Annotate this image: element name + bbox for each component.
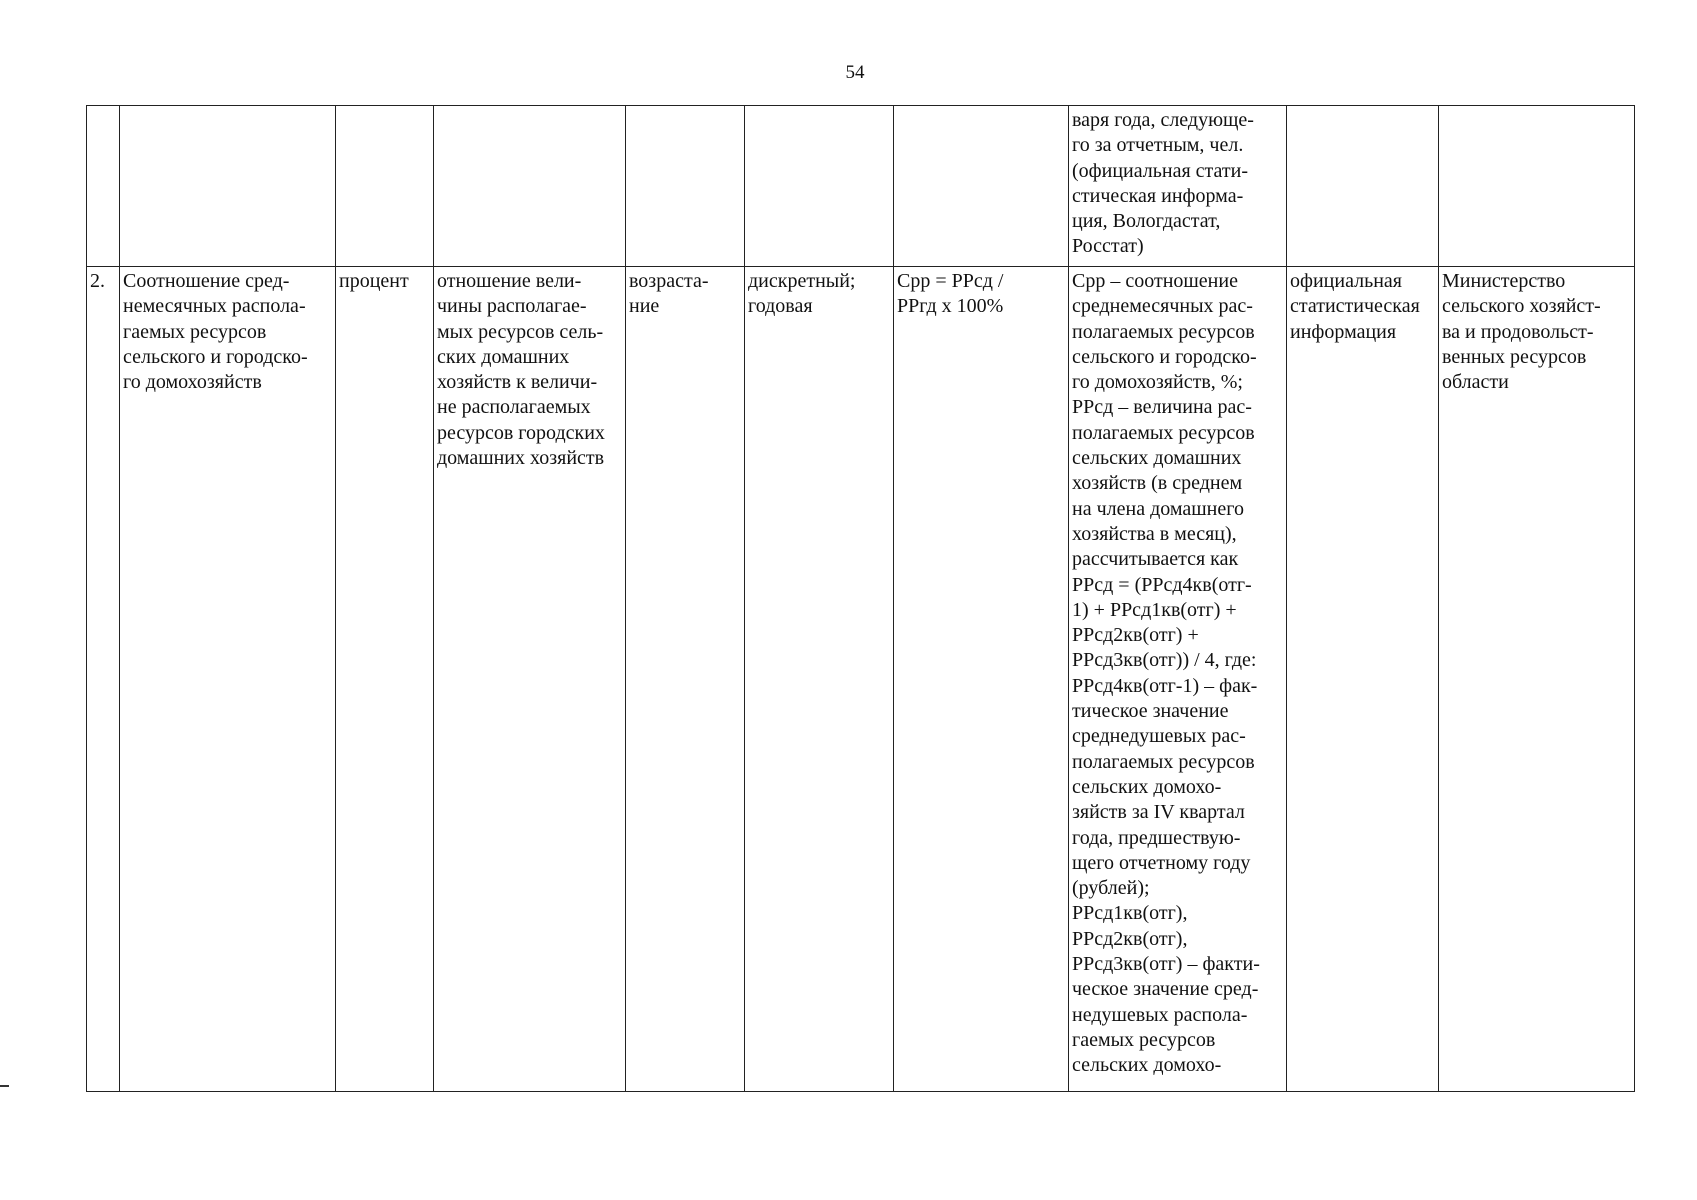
cell-indicator-type [745, 106, 894, 267]
cell-source [1287, 267, 1439, 1092]
cell-line: варя года, следующе- [1072, 109, 1254, 131]
cell-line: хозяйств (в среднем [1072, 472, 1243, 495]
cell-line: тическое значение [1072, 700, 1229, 723]
cell-line: го домохозяйств [123, 371, 262, 394]
cell-unit [336, 106, 434, 267]
cell-line: 1) + РРсд1кв(отг) + [1072, 598, 1237, 621]
cell-line: сельского и городско- [123, 345, 308, 368]
cell-indicator-name [120, 267, 336, 1092]
cell-line: сельских домохо- [1072, 775, 1222, 798]
cell-line: го за отчетным, чел. [1072, 134, 1244, 157]
cell-line: полагаемых ресурсов [1072, 421, 1255, 444]
cell-formula [894, 106, 1069, 267]
cell-line: (рублей); [1072, 877, 1150, 900]
scan-margin-mark [0, 1085, 9, 1087]
cell-description [1069, 106, 1287, 267]
cell-line: РРсд3кв(отг) – факти- [1072, 953, 1260, 976]
cell-line: среднедушевых рас- [1072, 725, 1246, 748]
cell-line: возраста- [629, 270, 709, 292]
cell-line: на члена домашнего [1072, 497, 1244, 520]
cell-line: РРгд x 100% [897, 295, 1004, 318]
page-number: 54 [845, 62, 865, 83]
cell-line: немесячных распола- [123, 295, 306, 318]
cell-line: венных ресурсов [1442, 345, 1587, 368]
cell-trend [626, 267, 745, 1092]
cell-line: ческое значение сред- [1072, 978, 1259, 1001]
cell-line: (официальная стати- [1072, 159, 1248, 182]
cell-definition [434, 267, 626, 1092]
cell-indicator-type [745, 267, 894, 1092]
cell-line: чины располагае- [437, 295, 587, 318]
cell-line: зяйств за IV квартал [1072, 801, 1245, 824]
cell-line: статистическая [1290, 295, 1420, 318]
cell-line: ских домашних [437, 345, 570, 368]
cell-line: домашних хозяйств [437, 447, 605, 470]
cell-responsible [1439, 267, 1635, 1092]
table-row [87, 267, 1635, 1092]
cell-line: ва и продовольст- [1442, 320, 1594, 343]
cell-description [1069, 267, 1287, 1092]
cell-formula [894, 267, 1069, 1092]
cell-line: 2. [90, 270, 105, 292]
cell-line: информация [1290, 320, 1397, 343]
indicator-table [86, 105, 1635, 1092]
cell-line: стическая информа- [1072, 184, 1244, 207]
cell-line: го домохозяйств, %; [1072, 371, 1243, 394]
cell-line: отношение вели- [437, 270, 582, 292]
cell-line: Срр = РРсд / [897, 270, 1004, 292]
cell-line: мых ресурсов сель- [437, 320, 604, 343]
cell-line: РРсд – величина рас- [1072, 396, 1252, 419]
cell-definition [434, 106, 626, 267]
cell-line: полагаемых ресурсов [1072, 320, 1255, 343]
cell-line: ция, Вологдастат, [1072, 210, 1221, 233]
cell-line: Соотношение сред- [123, 270, 290, 292]
cell-indicator-name [120, 106, 336, 267]
cell-line: дискретный; [748, 270, 856, 292]
cell-line: года, предшествую- [1072, 826, 1241, 849]
cell-line: среднемесячных рас- [1072, 295, 1253, 318]
cell-line: РРсд2кв(отг) + [1072, 624, 1199, 647]
cell-line: РРсд2кв(отг), [1072, 927, 1188, 950]
cell-line: гаемых ресурсов [123, 320, 267, 343]
cell-line: недушевых распола- [1072, 1003, 1248, 1026]
cell-line: годовая [748, 295, 813, 318]
cell-source [1287, 106, 1439, 267]
cell-line: хозяйства в месяц), [1072, 522, 1237, 545]
cell-line: ние [629, 295, 660, 318]
cell-line: полагаемых ресурсов [1072, 750, 1255, 773]
cell-line: хозяйств к величи- [437, 371, 598, 394]
cell-line: области [1442, 371, 1509, 394]
cell-line: гаемых ресурсов [1072, 1028, 1216, 1051]
table-row [87, 106, 1635, 267]
cell-line: процент [339, 270, 409, 292]
cell-line: Министерство [1442, 270, 1566, 292]
cell-line: сельских домохо- [1072, 1054, 1222, 1077]
cell-line: РРсд4кв(отг-1) – фак- [1072, 674, 1258, 697]
cell-line: сельских домашних [1072, 447, 1242, 470]
cell-line: официальная [1290, 270, 1403, 292]
cell-line: ресурсов городских [437, 421, 605, 444]
cell-line: РРсд3кв(отг)) / 4, где: [1072, 649, 1257, 672]
cell-line: сельского хозяйст- [1442, 295, 1601, 318]
cell-line: щего отчетному году [1072, 851, 1251, 874]
cell-line: рассчитывается как [1072, 548, 1239, 571]
cell-line: РРсд1кв(отг), [1072, 902, 1188, 925]
cell-line: Срр – соотношение [1072, 270, 1238, 292]
cell-number [87, 106, 120, 267]
cell-line: Росстат) [1072, 235, 1144, 258]
cell-line: РРсд = (РРсд4кв(отг- [1072, 573, 1252, 596]
cell-trend [626, 106, 745, 267]
cell-responsible [1439, 106, 1635, 267]
cell-line: не располагаемых [437, 396, 591, 419]
cell-unit [336, 267, 434, 1092]
cell-number [87, 267, 120, 1092]
cell-line: сельского и городско- [1072, 345, 1257, 368]
